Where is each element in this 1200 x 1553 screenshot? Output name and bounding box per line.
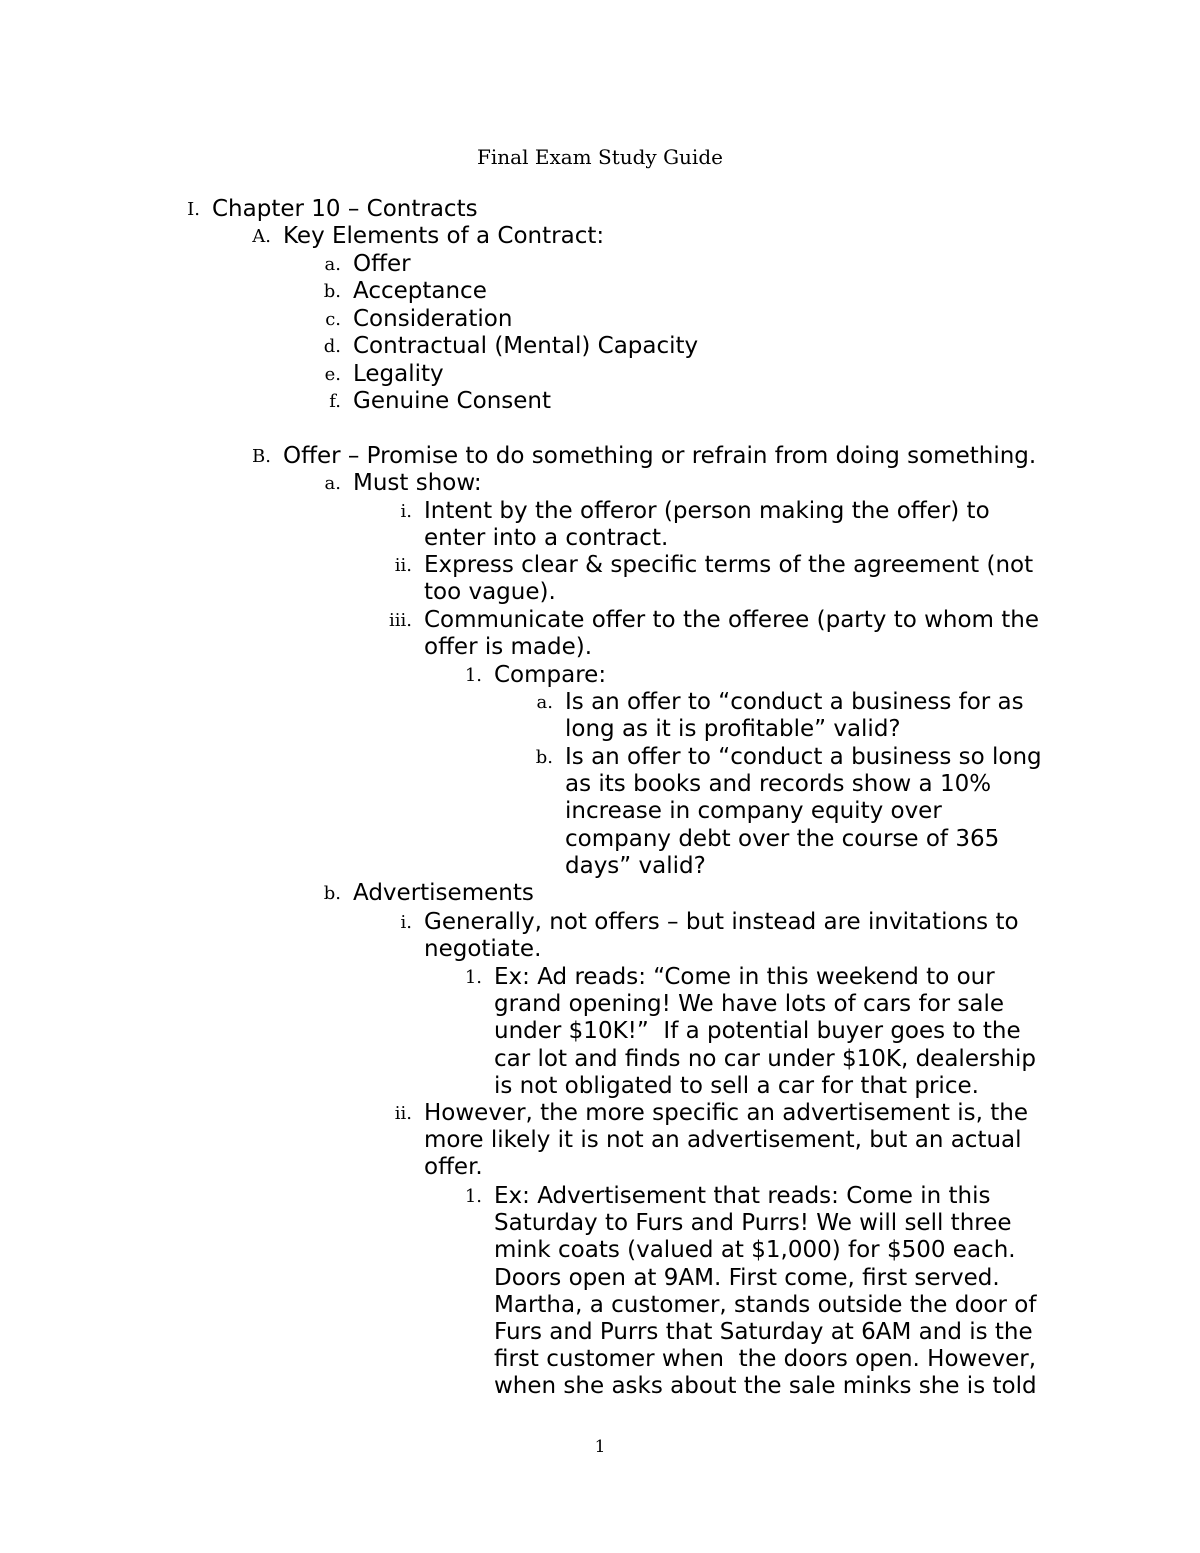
outline-item-text: days” valid?	[565, 852, 706, 879]
outline-item-text: Ex: Ad reads: “Come in this weekend to our	[494, 964, 995, 990]
outline-item-text: too vague).	[424, 579, 556, 606]
outline-item-text: Acceptance	[353, 278, 487, 304]
outline-item-text: Consideration	[353, 306, 513, 332]
outline-item-text: Generally, not offers – but instead are invitations to	[424, 909, 1019, 935]
outline-item-text: grand opening! We have lots of cars for sale	[494, 991, 1005, 1018]
outline-marker: a.	[536, 692, 553, 713]
outline-item-text: Is an offer to “conduct a business for as	[565, 689, 1024, 715]
outline-item-text: company debt over the course of 365	[565, 825, 1000, 852]
outline-item-text: Furs and Purrs that Saturday at 6AM and is the	[494, 1319, 1033, 1345]
outline-item-text: Is an offer to “conduct a business so long	[565, 744, 1042, 770]
outline-item-text: Offer	[353, 251, 411, 277]
outline-item-text: offer.	[424, 1154, 483, 1181]
outline-item-text: Compare:	[494, 662, 607, 688]
outline-item-text: Express clear & specific terms of the agreement (not	[424, 552, 1034, 578]
outline-item-text: Communicate offer to the offeree (party to whom the	[424, 607, 1040, 633]
outline-marker: A.	[252, 226, 271, 247]
outline-marker: ii.	[394, 555, 412, 576]
outline-item-text: Legality	[353, 361, 444, 387]
outline-marker: B.	[252, 446, 271, 467]
outline-item-text: Ex: Advertisement that reads: Come in this	[494, 1183, 991, 1209]
outline-item-text: under $10K!” If a potential buyer goes to the	[494, 1018, 1021, 1045]
outline-marker: I.	[187, 199, 200, 220]
outline-marker: c.	[325, 309, 341, 330]
outline-marker: a.	[324, 473, 341, 494]
outline-item-text: more likely it is not an advertisement, but an actual	[424, 1127, 1022, 1154]
outline-item-text: Offer – Promise to do something or refrain from doing something.	[283, 443, 1037, 469]
outline-marker: 1.	[464, 967, 482, 988]
outline-item-text: as its books and records show a 10%	[565, 771, 992, 798]
outline-item-text: car lot and finds no car under $10K, dealership	[494, 1045, 1036, 1072]
outline-marker: f.	[329, 391, 341, 412]
outline-item-text: Saturday to Furs and Purrs! We will sell three	[494, 1210, 1012, 1237]
page-number: 1	[594, 1437, 606, 1457]
outline-marker: 1.	[464, 665, 482, 686]
outline-item-text: is not obligated to sell a car for that price.	[494, 1072, 979, 1099]
outline-item-text: enter into a contract.	[424, 525, 669, 552]
outline-marker: b.	[323, 281, 341, 302]
outline-item-text: long as it is profitable” valid?	[565, 716, 901, 743]
outline-marker: e.	[324, 364, 341, 385]
outline-item-text: Key Elements of a Contract:	[283, 223, 605, 249]
outline-marker: i.	[400, 912, 412, 933]
outline-item-text: Contractual (Mental) Capacity	[353, 333, 699, 359]
outline-item-text: Doors open at 9AM. First come, first served.	[494, 1264, 1000, 1291]
outline-item-text: Advertisements	[353, 880, 534, 906]
outline-marker: b.	[323, 883, 341, 904]
outline-marker: d.	[323, 336, 341, 357]
outline-marker: ii.	[394, 1103, 412, 1124]
outline-marker: a.	[324, 254, 341, 275]
outline-marker: iii.	[389, 610, 412, 631]
outline-marker: 1.	[464, 1186, 482, 1207]
outline-item-text: when she asks about the sale minks she is told	[494, 1373, 1037, 1400]
outline-item-text: Martha, a customer, stands outside the door of	[494, 1291, 1037, 1318]
outline-marker: b.	[535, 747, 553, 768]
outline-item-text: first customer when the doors open. However,	[494, 1346, 1037, 1373]
outline-item-text: negotiate.	[424, 936, 542, 963]
outline-item-text: increase in company equity over	[565, 798, 942, 825]
outline-item-text: Chapter 10 – Contracts	[212, 196, 478, 222]
outline-marker: i.	[400, 501, 412, 522]
outline-item-text: Must show:	[353, 470, 482, 496]
outline-item-text: Genuine Consent	[353, 388, 551, 414]
document-title: Final Exam Study Guide	[477, 145, 723, 169]
outline-item-text: offer is made).	[424, 634, 593, 661]
outline-item-text: However, the more specific an advertisement is, the	[424, 1100, 1028, 1126]
outline-item-text: mink coats (valued at $1,000) for $500 each.	[494, 1237, 1016, 1264]
outline-item-text: Intent by the offeror (person making the offer) to	[424, 498, 990, 524]
